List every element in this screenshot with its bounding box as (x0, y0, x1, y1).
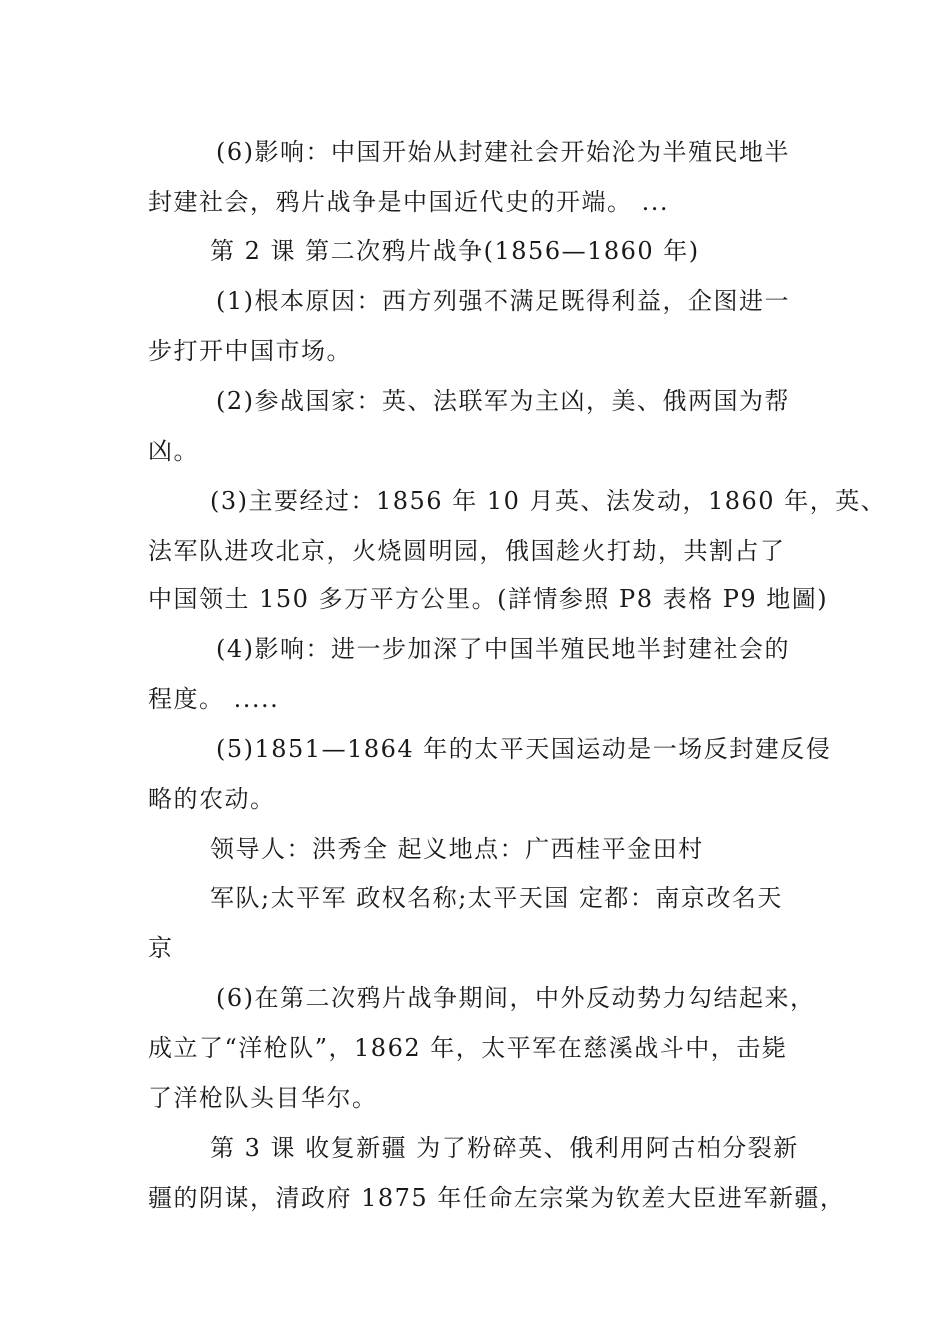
text-line: 凶。 (148, 437, 199, 465)
text-line: 步打开中国市场。 (148, 337, 352, 365)
text-line: (2)参战国家：英、法联军为主凶，美、俄两国为帮 (216, 387, 790, 415)
text-line: 程度。 ..... (148, 685, 280, 713)
text-line: (5)1851—1864 年的太平天国运动是一场反封建反侵 (216, 735, 832, 763)
text-line: (6)影响：中国开始从封建社会开始沦为半殖民地半 (216, 138, 790, 166)
text-line: (6)在第二次鸦片战争期间，中外反动势力勾结起来， (216, 984, 816, 1012)
text-line: 封建社会，鸦片战争是中国近代史的开端。 ... (148, 188, 670, 216)
lesson-heading: 第 3 课 收复新疆 为了粉碎英、俄利用阿古柏分裂新 (210, 1134, 799, 1162)
text-line: (4)影响：进一步加深了中国半殖民地半封建社会的 (216, 635, 790, 663)
text-line: (1)根本原因：西方列强不满足既得利益，企图进一 (216, 287, 790, 315)
text-line: 法军队进攻北京，火烧圆明园，俄国趁火打劫，共割占了 (148, 537, 786, 565)
text-line: 疆的阴谋，清政府 1875 年任命左宗棠为钦差大臣进军新疆， (148, 1184, 846, 1212)
text-line: 中国领土 150 多万平方公里。(詳情参照 P8 表格 P9 地圖) (148, 585, 829, 613)
text-line: 京 (148, 934, 174, 962)
lesson-heading: 第 2 课 第二次鸦片战争(1856—1860 年) (210, 237, 700, 265)
text-line: 军队;太平军 政权名称;太平天国 定都：南京改名天 (210, 884, 783, 912)
text-line: 了洋枪队头目华尔。 (148, 1084, 378, 1112)
text-line: 成立了“洋枪队”，1862 年，太平军在慈溪战斗中，击毙 (148, 1034, 788, 1062)
text-line: (3)主要经过：1856 年 10 月英、法发动，1860 年，英、 (210, 487, 887, 515)
text-line: 略的农动。 (148, 785, 276, 813)
text-line: 领导人：洪秀全 起义地点：广西桂平金田村 (210, 835, 704, 863)
